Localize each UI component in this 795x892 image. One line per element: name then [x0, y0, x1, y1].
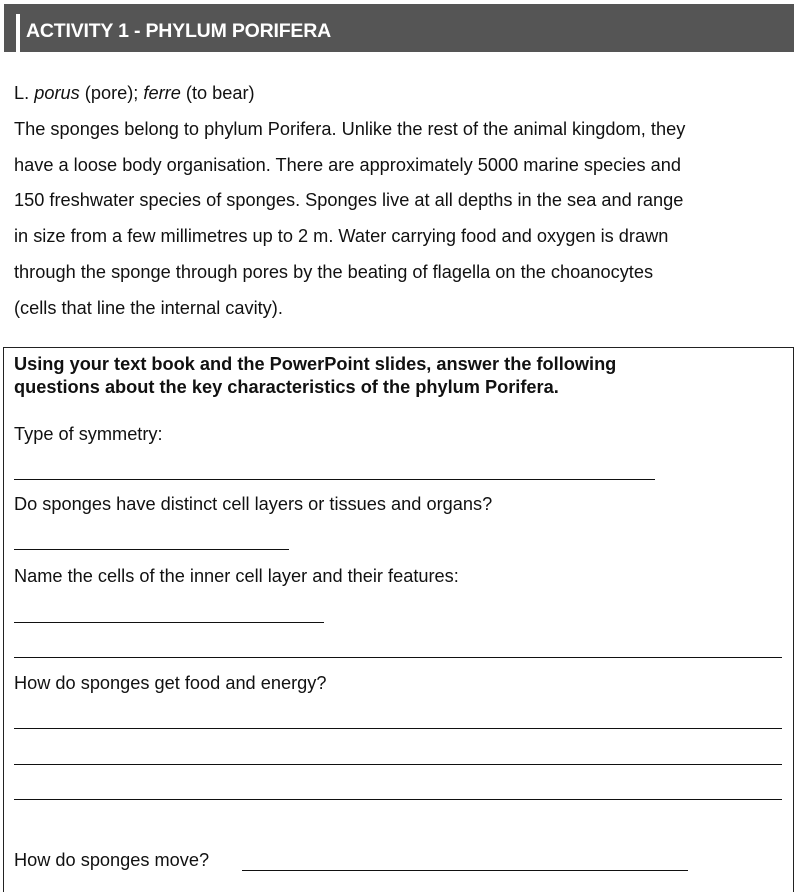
answer-line-food-3[interactable]: [14, 799, 782, 800]
question-symmetry: Type of symmetry:: [14, 424, 163, 444]
question-food-energy: How do sponges get food and energy?: [14, 673, 327, 693]
worksheet-instructions: Using your text book and the PowerPoint slides, answer the following questions about the key characteristics of the phylum Porifera.: [14, 354, 617, 397]
answer-line-cell-layers[interactable]: [14, 549, 289, 550]
answer-line-symmetry[interactable]: [14, 479, 655, 480]
intro-text: [14, 76, 784, 327]
question-inner-cells: Name the cells of the inner cell layer and their features:: [14, 566, 459, 586]
intro-line: 150 freshwater species of sponges. Sponges live at all depths in the sea and range: [14, 190, 684, 211]
intro-line: through the sponge through pores by the beating of flagella on the choanocytes: [14, 261, 654, 282]
intro-line: The sponges belong to phylum Porifera. Unlike the rest of the animal kingdom, they: [14, 118, 686, 139]
activity-title: ACTIVITY 1 - PHYLUM PORIFERA: [26, 20, 331, 42]
etymology-line: L. porus (pore); ferre (to bear): [14, 83, 255, 103]
answer-line-inner-cells-2[interactable]: [14, 657, 782, 658]
intro-line: have a loose body organisation. There are approximately 5000 marine species and: [14, 154, 681, 175]
question-movement: How do sponges move?: [14, 850, 210, 870]
term-porus: porus: [34, 83, 80, 103]
answer-line-movement[interactable]: [242, 870, 688, 871]
activity-header: [4, 4, 794, 52]
intro-line: in size from a few millimetres up to 2 m. Water carrying food and oxygen is drawn: [14, 226, 669, 247]
answer-line-inner-cells-1[interactable]: [14, 622, 324, 623]
answer-line-food-2[interactable]: [14, 764, 782, 765]
question-cell-layers: Do sponges have distinct cell layers or tissues and organs?: [14, 494, 493, 514]
intro-line: (cells that line the internal cavity).: [14, 297, 283, 318]
answer-line-food-1[interactable]: [14, 728, 782, 729]
header-accent-bar: [16, 14, 20, 52]
term-ferre: ferre: [143, 83, 181, 103]
